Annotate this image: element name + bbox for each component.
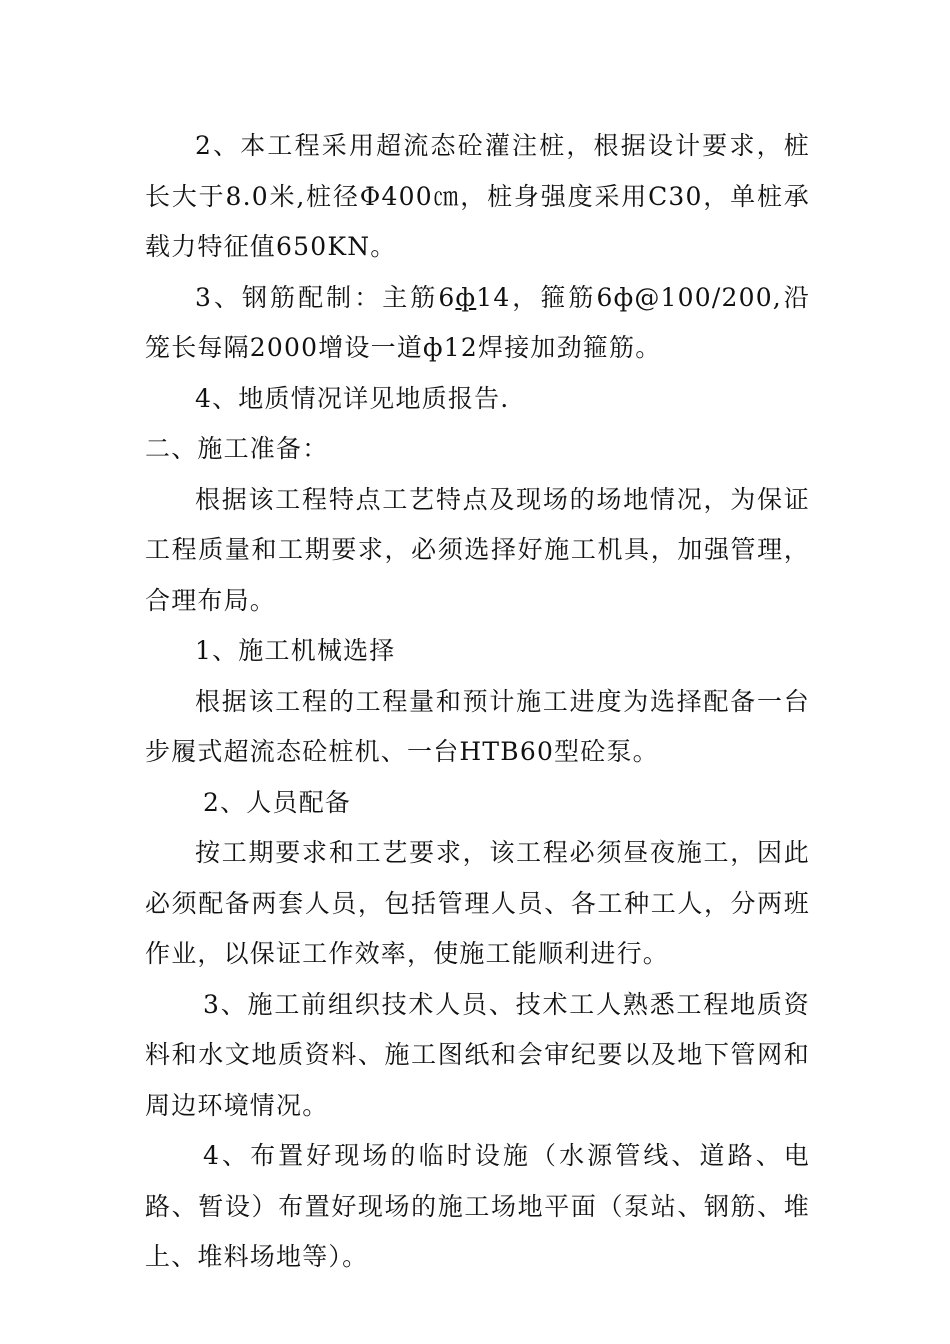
subheading-staffing: 2、人员配备 <box>203 787 352 817</box>
document-page <box>145 121 810 1283</box>
rebar-symbol-underlined: ф <box>455 282 477 312</box>
paragraph-machinery: 根据该工程的工程量和预计施工进度为选择配备一台步履式超流态砼桩机、一台HTB60型砼泵。 <box>145 686 810 766</box>
paragraph-rebar <box>145 273 810 374</box>
section-heading-preparation: 二、施工准备： <box>145 434 329 463</box>
paragraph-preparation-intro: 根据该工程特点工艺特点及现场的场地情况，为保证工程质量和工期要求，必须选择好施工机具，加强管理，合理布局。 <box>145 484 810 615</box>
subheading-machinery: 1、施工机械选择 <box>195 636 396 665</box>
paragraph-site-facilities: 4、布置好现场的临时设施（水源管线、道路、电路、暂设）布置好现场的施工场地平面（泵站、钢筋、堆上、堆料场地等）。 <box>145 1141 810 1271</box>
paragraph-pre-construction: 3、施工前组织技术人员、技术工人熟悉工程地质资料和水文地质资料、施工图纸和会审纪要以及地下管网和周边环境情况。 <box>145 989 810 1120</box>
rebar-text-end: 14，箍筋6ф@100/200,沿笼长每隔2000增设一道ф12焊接加劲箍筋。 <box>145 282 810 362</box>
paragraph-geology: 4、地质情况详见地质报告. <box>195 383 510 413</box>
paragraph-staffing: 按工期要求和工艺要求，该工程必须昼夜施工，因此必须配备两套人员，包括管理人员、各工种工人，分两班作业，以保证工作效率，使施工能顺利进行。 <box>145 838 810 968</box>
paragraph-pile-spec: 2、本工程采用超流态砼灌注桩，根据设计要求，桩长大于8.0米,桩径Φ400㎝，桩身强度采用C30，单桩承载力特征值650KN。 <box>145 131 810 261</box>
rebar-text-start: 3、钢筋配制：主筋6 <box>195 282 456 312</box>
